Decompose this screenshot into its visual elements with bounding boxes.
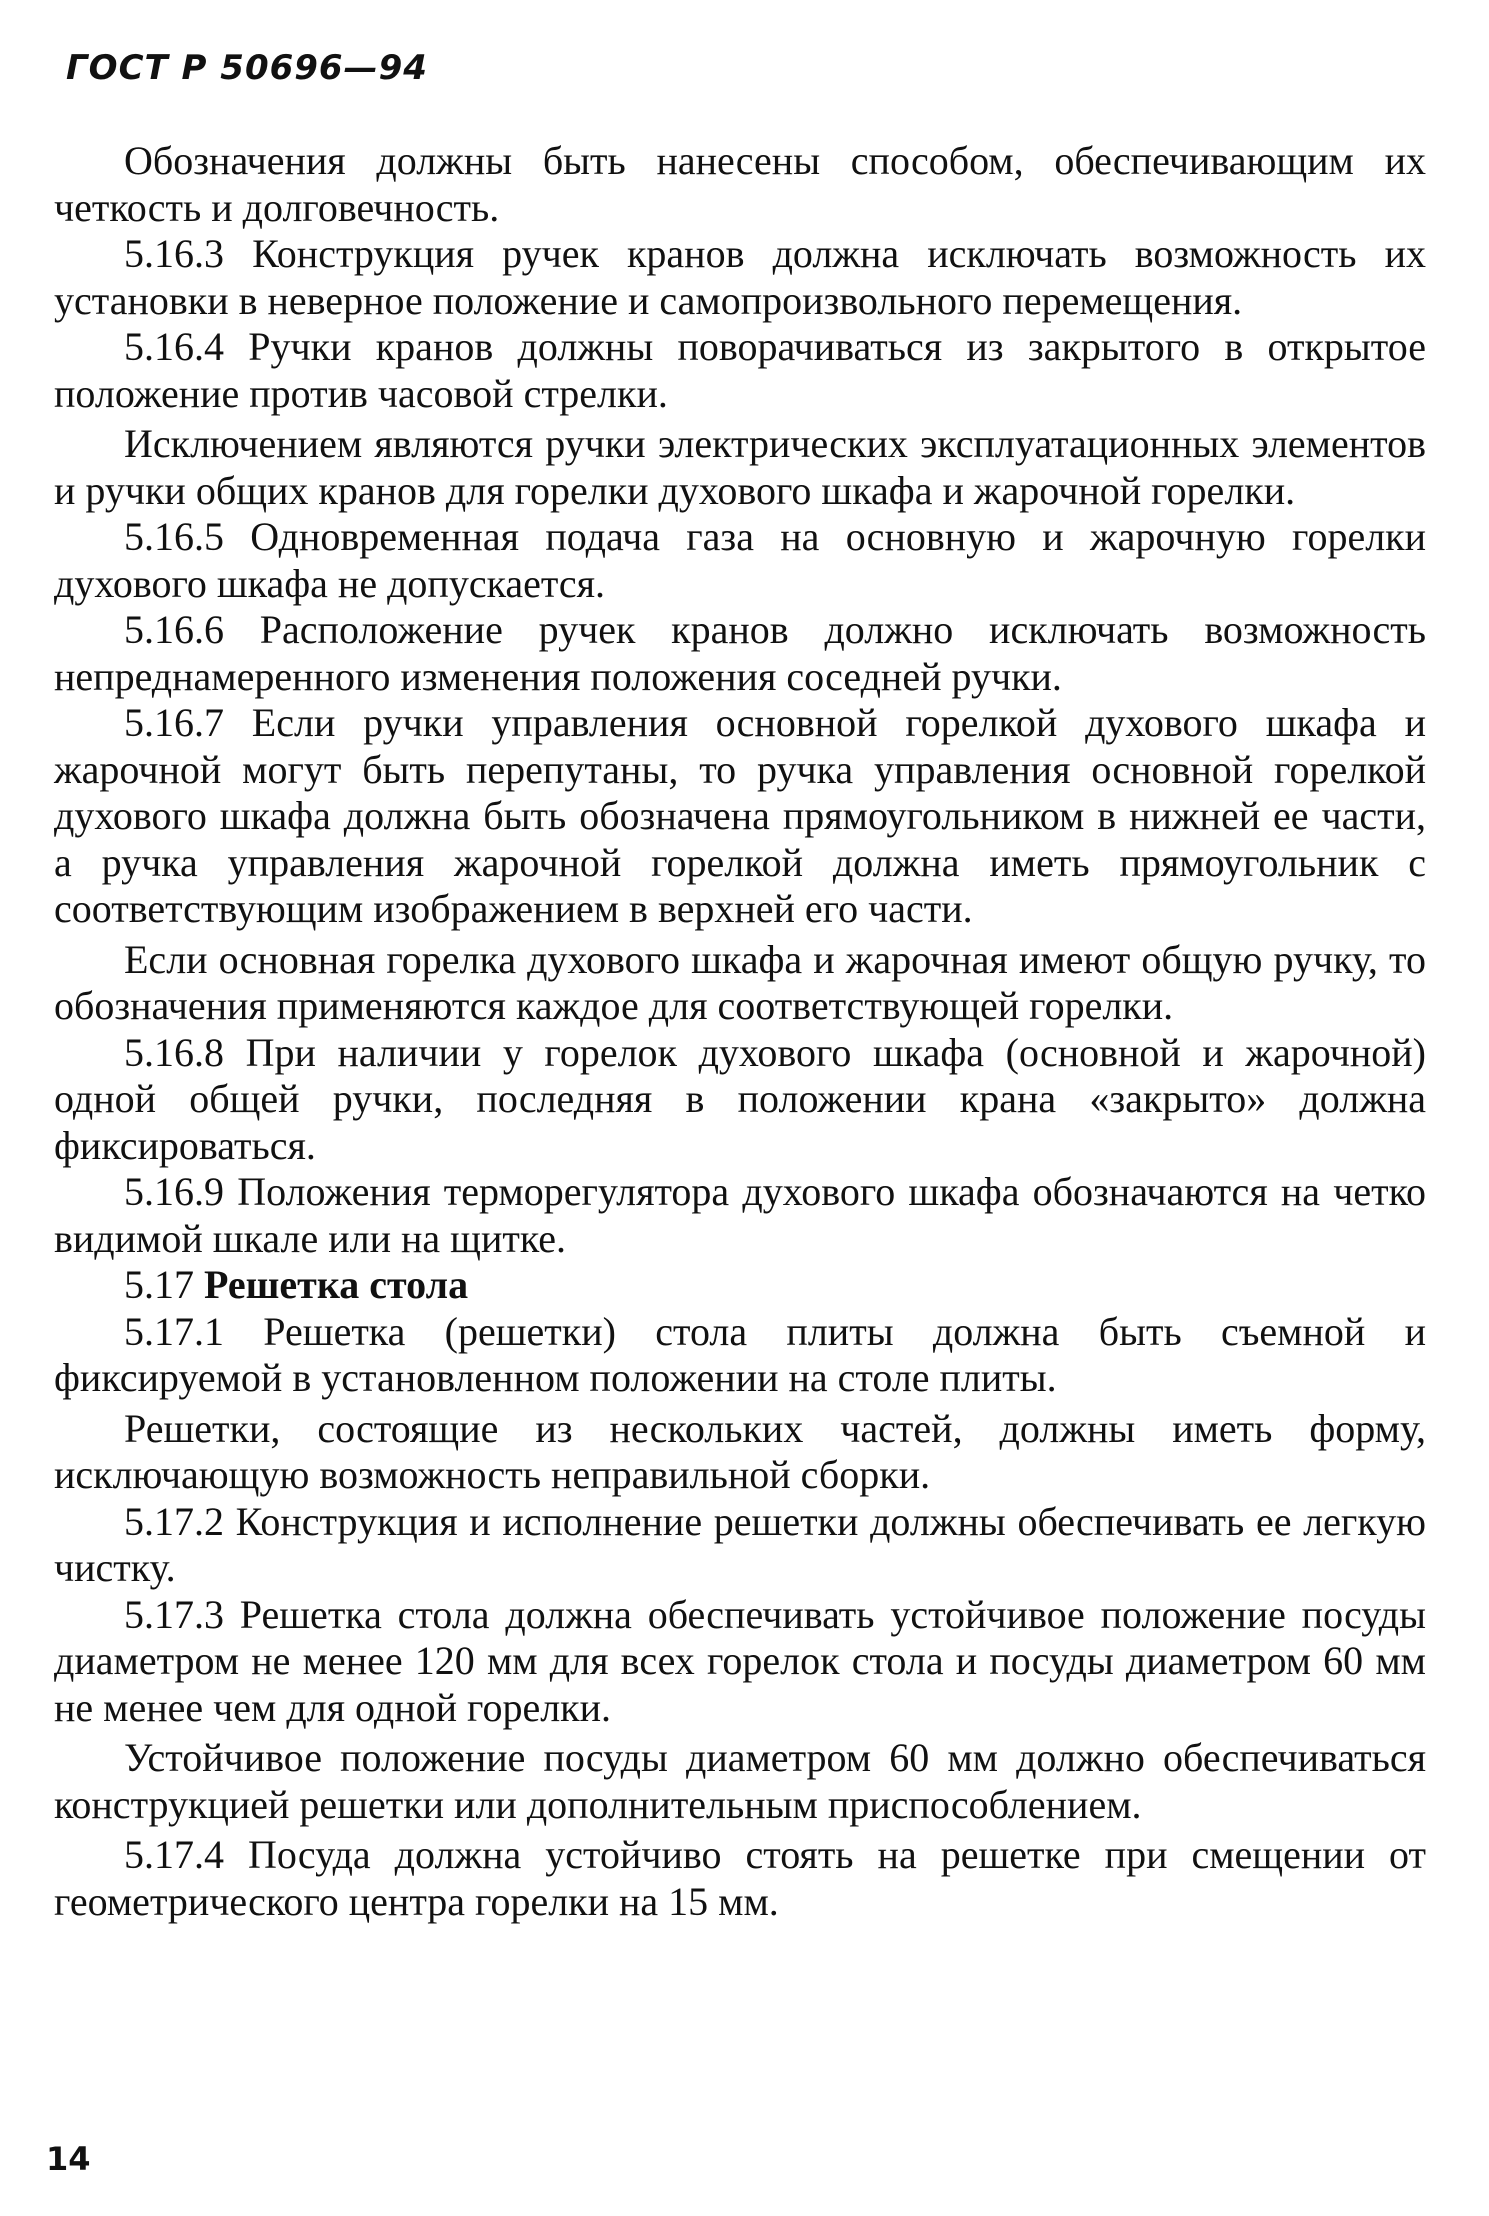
paragraph-5-17-3: 5.17.3 Решетка стола должна обеспечивать устойчивое положение посуды диаметром не менее 120 мм для всех горелок стола и посуды диаметром 60 мм не менее чем для одной горелки. <box>54 1591 1426 1730</box>
paragraph-5-16-9: 5.16.9 Положения терморегулятора духового шкафа обозначаются на четко видимой шкале или на щитке. <box>54 1169 1426 1261</box>
paragraph-5-16-4: 5.16.4 Ручки кранов должны поворачиваться из закрытого в открытое положение против часовой стрелки. <box>54 324 1426 416</box>
paragraph-5-16-6: 5.16.6 Расположение ручек кранов должно исключать возможность непреднамеренного изменения положения соседней ручки. <box>54 607 1426 699</box>
section-heading-5-17 <box>54 1262 1426 1309</box>
paragraph: Обозначения должны быть нанесены способом, обеспечивающим их четкость и долговечность. <box>54 138 1426 230</box>
paragraph-5-16-5: 5.16.5 Одновременная подача газа на основную и жарочную горелки духового шкафа не допускается. <box>54 514 1426 606</box>
paragraph: Если основная горелка духового шкафа и жарочная имеют общую ручку, то обозначения применяются каждое для соответствующей горелки. <box>54 936 1426 1028</box>
paragraph-5-17-1: 5.17.1 Решетка (решетки) стола плиты должна быть съемной и фиксируемой в установленном положении на столе плиты. <box>54 1308 1426 1400</box>
page-number: 14 <box>46 2140 91 2178</box>
standard-header: ГОСТ Р 50696—94 <box>66 48 428 88</box>
paragraph-5-16-8: 5.16.8 При наличии у горелок духового шкафа (основной и жарочной) одной общей ручки, последняя в положении крана «закрыто» должна фиксироваться. <box>54 1029 1426 1168</box>
paragraph: Решетки, состоящие из нескольких частей, должны иметь форму, исключающую возможность неправильной сборки. <box>54 1405 1426 1497</box>
section-title: Решетка стола <box>204 1262 469 1307</box>
paragraph: Исключением являются ручки электрических эксплуатационных элементов и ручки общих кранов для горелки духового шкафа и жарочной горелки. <box>54 421 1426 513</box>
paragraph: Устойчивое положение посуды диаметром 60 мм должно обеспечиваться конструкцией решетки или дополнительным приспособлением. <box>54 1735 1426 1827</box>
page-content <box>54 138 1426 1925</box>
section-number: 5.17 <box>124 1262 194 1307</box>
paragraph-5-16-3: 5.16.3 Конструкция ручек кранов должна исключать возможность их установки в неверное положение и самопроизвольного перемещения. <box>54 231 1426 323</box>
paragraph-5-17-4: 5.17.4 Посуда должна устойчиво стоять на решетке при смещении от геометрического центра горелки на 15 мм. <box>54 1832 1426 1924</box>
paragraph-5-17-2: 5.17.2 Конструкция и исполнение решетки должны обеспечивать ее легкую чистку. <box>54 1498 1426 1590</box>
paragraph-5-16-7: 5.16.7 Если ручки управления основной горелкой духового шкафа и жарочной могут быть перепутаны, то ручка управления основной горелкой духового шкафа должна быть обозначена прямоугольником в нижней ее части, а ручка управления жарочной горелкой должна иметь прямоугольник с соответствующим изображением в верхней его части. <box>54 700 1426 931</box>
